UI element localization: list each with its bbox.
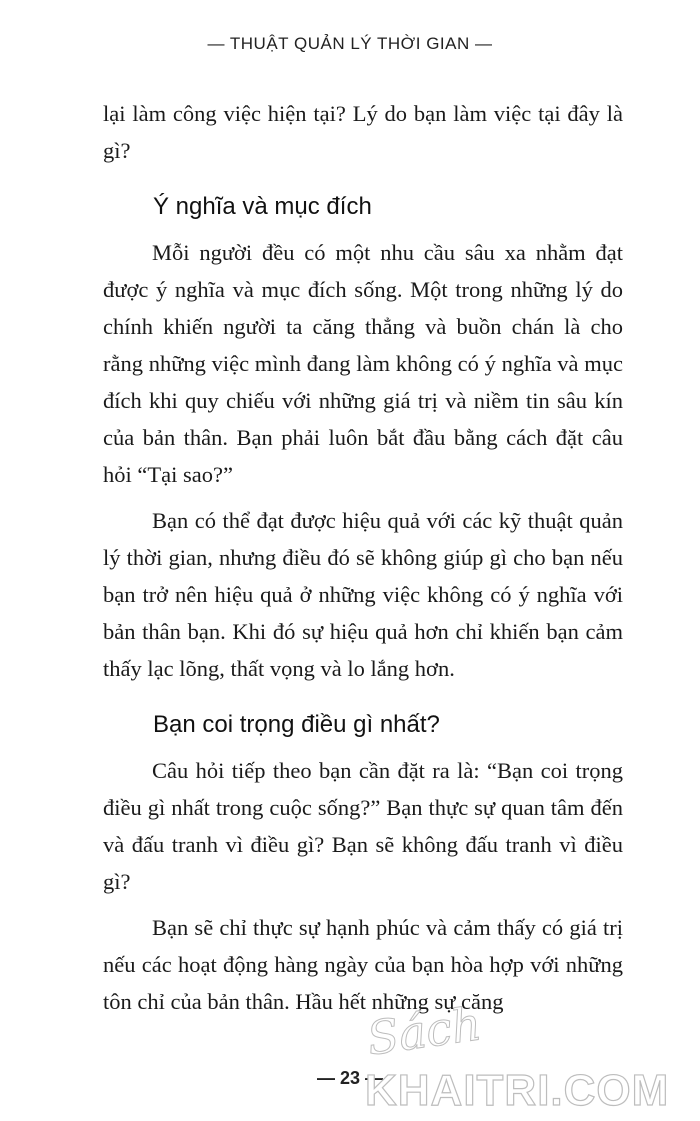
paragraph: Bạn có thể đạt được hiệu quả với các kỹ thuật quản lý thời gian, nhưng điều đó sẽ không giúp gì cho bạn nếu bạn trở nên hiệu quả ở những việc không có ý nghĩa với bản thân bạn. Khi đó sự hiệu quả hơn chỉ khiến bạn cảm thấy lạc lõng, thất vọng và lo lắng hơn. xyxy=(103,508,623,681)
watermark-site-logo: KHAITRI.COM xyxy=(365,1066,670,1115)
page-number: — 23 — xyxy=(316,1068,384,1088)
section-heading-values: Bạn coi trọng điều gì nhất? xyxy=(153,711,440,738)
page-body xyxy=(103,95,623,1020)
watermark-script-logo: Sách xyxy=(363,996,485,1066)
paragraph: Mỗi người đều có một nhu cầu sâu xa nhằm đạt được ý nghĩa và mục đích sống. Một trong những lý do chính khiến người ta căng thẳng và buồn chán là cho rằng những việc mình đang làm không có ý nghĩa và mục đích khi quy chiếu với những giá trị và niềm tin sâu kín của bản thân. Bạn phải luôn bắt đầu bằng cách đặt câu hỏi “Tại sao?” xyxy=(103,240,623,487)
paragraph-continued: lại làm công việc hiện tại? Lý do bạn làm việc tại đây là gì? xyxy=(103,101,623,163)
section-heading-meaning: Ý nghĩa và mục đích xyxy=(153,193,372,220)
running-head: — THUẬT QUẢN LÝ THỜI GIAN — xyxy=(207,34,493,53)
paragraph: Câu hỏi tiếp theo bạn cần đặt ra là: “Bạn coi trọng điều gì nhất trong cuộc sống?” Bạn thực sự quan tâm đến và đấu tranh vì điều gì? Bạn sẽ không đấu tranh vì điều gì? xyxy=(103,758,623,894)
paragraph: Bạn sẽ chỉ thực sự hạnh phúc và cảm thấy có giá trị nếu các hoạt động hàng ngày của bạn hòa hợp với những tôn chỉ của bản thân. Hầu hết những sự căng xyxy=(103,915,623,1014)
